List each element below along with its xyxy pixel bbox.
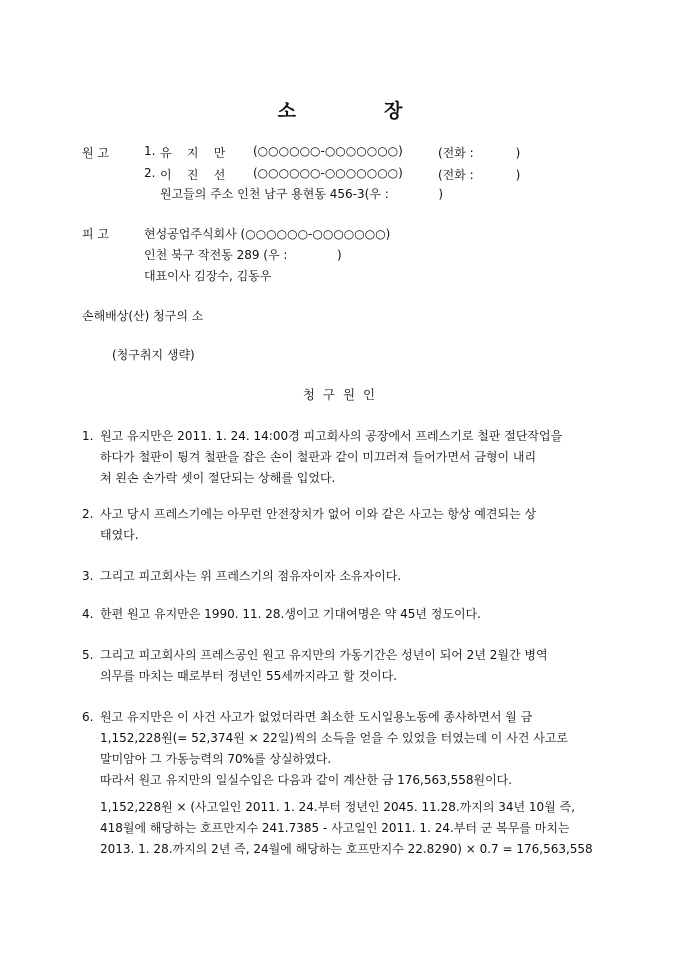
calculation-line-1: 1,152,228원 × (사고일인 2011. 1. 24.부터 정년인 2045. 11.28.까지의 34년 10월 즉, — [100, 800, 576, 814]
plaintiff-label: 원 고 — [82, 146, 109, 160]
paragraph-line: 원고 유지만은 이 사건 사고가 없었더라면 최소한 도시일용노동에 종사하면서 월 금 — [100, 710, 533, 724]
plaintiff-2-id: (○○○○○○-○○○○○○○) — [253, 166, 403, 180]
paragraph-line: 사고 당시 프레스기에는 아무런 안전장치가 없어 이와 같은 사고는 항상 예견되는 상 — [100, 507, 537, 521]
plaintiff-2-phone: (전화 : ) — [438, 168, 521, 182]
paragraph-line: 말미암아 그 가동능력의 70%를 상실하였다. — [100, 752, 332, 766]
plaintiff-1-number: 1. — [144, 144, 156, 158]
paragraph-line: 그리고 피고회사의 프레스공인 원고 유지만의 가동기간은 성년이 되어 2년 2월간 병역 — [100, 648, 548, 662]
paragraph-number: 3. — [82, 569, 94, 583]
plaintiff-address: 원고들의 주소 인천 남구 용현동 456-3(우 : ) — [160, 187, 444, 201]
defendant-address: 인천 북구 작전동 289 (우 : ) — [144, 248, 342, 262]
calculation-line-3: 2013. 1. 28.까지의 2년 즉, 24월에 해당하는 호프만지수 22.8290) × 0.7 = 176,563,558 — [100, 842, 593, 856]
paragraph-line: 따라서 원고 유지만의 일실수입은 다음과 같이 계산한 금 176,563,558원이다. — [100, 773, 513, 787]
paragraph-number: 1. — [82, 429, 94, 443]
paragraph-number: 5. — [82, 648, 94, 662]
defendant-representatives: 대표이사 김장수, 김동우 — [144, 269, 272, 283]
claim-omitted-note: (청구취지 생략) — [112, 348, 195, 362]
plaintiff-1-name: 유 지 만 — [160, 146, 226, 160]
case-name: 손해배상(산) 청구의 소 — [82, 309, 204, 323]
paragraph-number: 4. — [82, 607, 94, 621]
section-heading: 청 구 원 인 — [302, 387, 378, 402]
paragraph-line: 태였다. — [100, 528, 139, 542]
plaintiff-2-name: 이 진 선 — [160, 168, 226, 182]
plaintiff-2-number: 2. — [144, 166, 156, 180]
defendant-name: 현성공업주식회사 (○○○○○○-○○○○○○○) — [144, 227, 391, 241]
calculation-line-2: 418월에 해당하는 호프만지수 241.7385 - 사고일인 2011. 1. 24.부터 군 복무를 마치는 — [100, 821, 570, 835]
paragraph-line: 1,152,228원(= 52,374원 × 22일)씩의 소득을 얻을 수 있었을 터였는데 이 사건 사고로 — [100, 731, 568, 745]
paragraph-number: 2. — [82, 507, 94, 521]
plaintiff-1-id: (○○○○○○-○○○○○○○) — [253, 144, 403, 158]
defendant-label: 피 고 — [82, 227, 109, 241]
document-title — [0, 96, 680, 123]
paragraph-line: 쳐 왼손 손가락 셋이 절단되는 상해를 입었다. — [100, 471, 336, 485]
paragraph-line: 한편 원고 유지만은 1990. 11. 28.생이고 기대여명은 약 45년 정도이다. — [100, 607, 481, 621]
paragraph-line: 그리고 피고회사는 위 프레스기의 점유자이자 소유자이다. — [100, 569, 402, 583]
title-char-2: 장 — [384, 100, 403, 122]
paragraph-line: 의무를 마치는 때로부터 정년인 55세까지라고 할 것이다. — [100, 669, 397, 683]
paragraph-number: 6. — [82, 710, 94, 724]
title-char-1: 소 — [277, 100, 296, 122]
paragraph-line: 하다가 철판이 튕겨 철판을 잡은 손이 철판과 같이 미끄러져 들어가면서 금형이 내리 — [100, 450, 537, 464]
paragraph-line: 원고 유지만은 2011. 1. 24. 14:00경 피고회사의 공장에서 프레스기로 철판 절단작업을 — [100, 429, 563, 443]
plaintiff-1-phone: (전화 : ) — [438, 146, 521, 160]
